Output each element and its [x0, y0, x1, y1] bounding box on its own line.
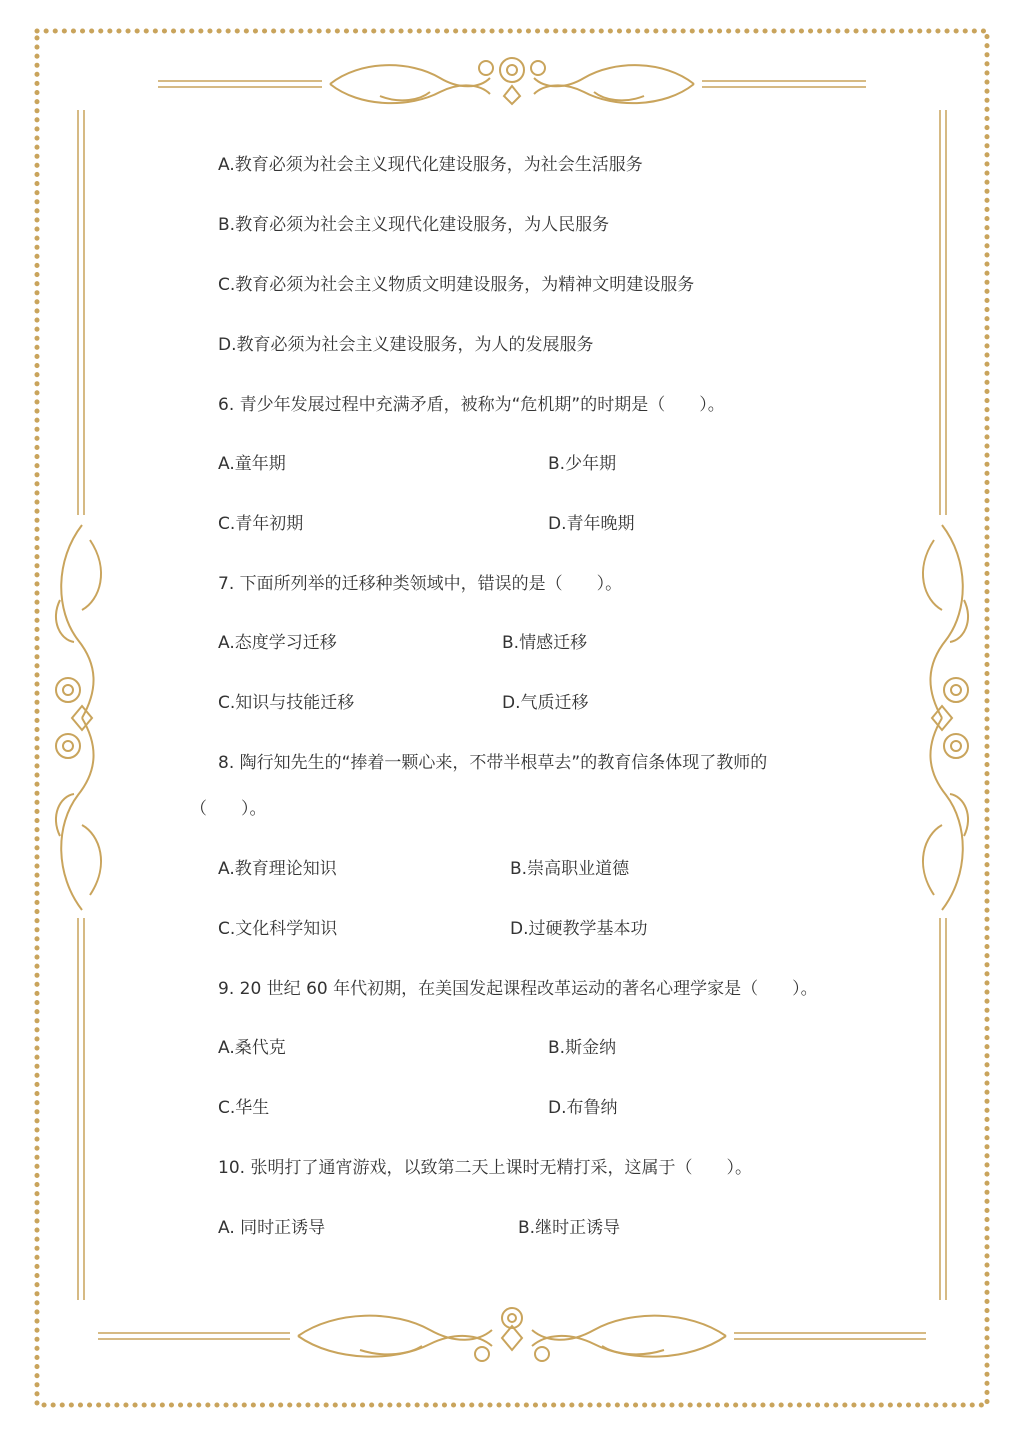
q9-option-b: B.斯金纳: [548, 1038, 617, 1058]
q6-option-a: A.童年期: [218, 454, 286, 474]
q7-option-d: D.气质迁移: [502, 693, 589, 713]
q8-stem-line-1: 8. 陶行知先生的“捧着一颗心来，不带半根草去”的教育信条体现了教师的: [218, 753, 768, 773]
q7-stem: 7. 下面所列举的迁移种类领域中，错误的是（ ）。: [218, 574, 623, 594]
bottom-flourish-ornament: [298, 1308, 726, 1361]
q6-option-b: B.少年期: [548, 454, 617, 474]
q8-option-c: C.文化科学知识: [218, 919, 338, 939]
q8-option-b: B.崇高职业道德: [510, 859, 630, 879]
q10-stem: 10. 张明打了通宵游戏，以致第二天上课时无精打采，这属于（ ）。: [218, 1158, 752, 1178]
q5-option-b: B.教育必须为社会主义现代化建设服务，为人民服务: [218, 215, 610, 235]
q6-option-d: D.青年晚期: [548, 514, 635, 534]
q8-option-a: A.教育理论知识: [218, 859, 337, 879]
q7-option-a: A.态度学习迁移: [218, 633, 337, 653]
q8-stem-line-2: （ ）。: [190, 799, 267, 819]
right-flourish-ornament: [923, 525, 968, 910]
q10-option-a: A. 同时正诱导: [218, 1218, 326, 1238]
left-flourish-ornament: [56, 525, 101, 910]
q6-stem: 6. 青少年发展过程中充满矛盾，被称为“危机期”的时期是（ ）。: [218, 395, 725, 415]
q9-option-a: A.桑代克: [218, 1038, 286, 1058]
bottom-rule: [98, 1333, 926, 1339]
top-flourish-ornament: [330, 58, 694, 104]
q9-option-d: D.布鲁纳: [548, 1098, 618, 1118]
q9-stem: 9. 20 世纪 60 年代初期，在美国发起课程改革运动的著名心理学家是（ ）。: [218, 979, 818, 999]
q5-option-d: D.教育必须为社会主义建设服务，为人的发展服务: [218, 335, 594, 355]
q7-option-b: B.情感迁移: [502, 633, 588, 653]
dotted-outer-border: [37, 31, 987, 1405]
q5-option-a: A.教育必须为社会主义现代化建设服务，为社会生活服务: [218, 155, 643, 175]
q10-option-b: B.继时正诱导: [518, 1218, 621, 1238]
q8-option-d: D.过硬教学基本功: [510, 919, 648, 939]
q6-option-c: C.青年初期: [218, 514, 304, 534]
q7-option-c: C.知识与技能迁移: [218, 693, 355, 713]
q5-option-c: C.教育必须为社会主义物质文明建设服务，为精神文明建设服务: [218, 275, 695, 295]
q9-option-c: C.华生: [218, 1098, 270, 1118]
